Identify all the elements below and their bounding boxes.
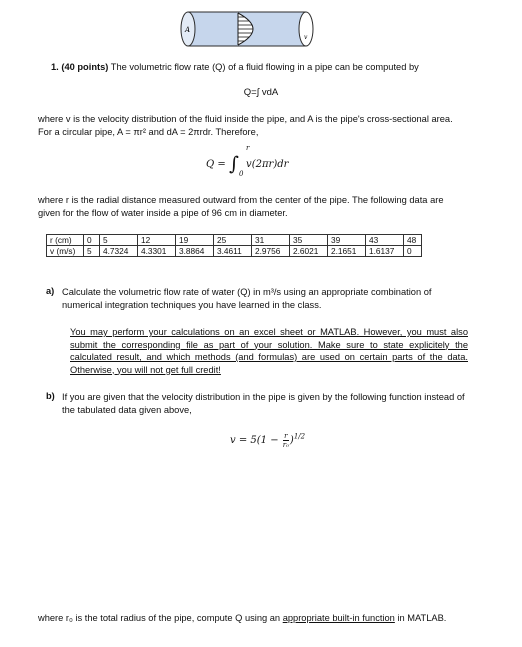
problem-intro: The volumetric flow rate (Q) of a fluid flowing in a pipe can be computed by xyxy=(110,62,419,72)
velocity-definition-paragraph: where v is the velocity distribution of the fluid inside the pipe, and A is the pipe's cross-sectional area. For a circular pipe, A = πr² and dA = 2πrdr. Therefore, xyxy=(38,114,453,137)
problem-number: 1. xyxy=(51,62,59,72)
integral-formula: Q = ∫ r 0 v(2πr)dr xyxy=(206,144,289,178)
built-in-function-phrase: appropriate built-in function xyxy=(282,613,395,623)
fraction-numerator: r xyxy=(284,432,288,440)
part-b-instruction: where r₀ is the total radius of the pipe, compute Q using an appropriate built-in function in MATLAB. xyxy=(38,613,447,623)
velocity-data-table xyxy=(46,234,422,257)
pipe-velocity-figure xyxy=(180,8,320,50)
problem-header xyxy=(51,61,471,74)
part-a-submission-note: You may perform your calculations on an excel sheet or MATLAB. However, you must also submit the corresponding file as part of your solution. Make sure to state explicitely the calculated result, and which methods (and formulas) are used on certain parts of the data. Otherwise, you will not get full credit! xyxy=(70,327,468,375)
fraction-denominator: r₀ xyxy=(282,441,289,449)
part-a-label: a) xyxy=(46,286,55,296)
radial-distance-paragraph: where r is the radial distance measured outward from the center of the pipe. The following data are given for the flow of water inside a pipe of 96 cm in diameter. xyxy=(38,195,444,218)
velocity-function-formula: v = 5(1 − $\frac{r}{\text{r₀}}$ )$^{1/2}$ xyxy=(230,432,306,449)
part-b-label: b) xyxy=(46,391,55,401)
integral-upper-limit: r xyxy=(246,144,250,152)
flow-rate-formula: Q=∫ vdA xyxy=(243,87,279,98)
velocity-label: v xyxy=(304,34,308,41)
table-row-v: v (m/s) 5 4.7324 4.3301 3.8864 3.4611 2.9756 2.6021 2.1651 1.6137 0 xyxy=(47,246,422,257)
table-row-r: r (cm) 0 5 12 19 25 31 35 39 43 48 xyxy=(47,235,422,246)
part-a-text: Calculate the volumetric flow rate of water (Q) in m³/s using an appropriate combination of numerical integration techniques you have learned in the class. xyxy=(62,287,432,310)
part-b-text: If you are given that the velocity distribution in the pipe is given by the following function instead of the tabulated data given above, xyxy=(62,392,465,415)
problem-points: (40 points) xyxy=(61,62,109,72)
formula-exponent: 1/2 xyxy=(293,432,306,441)
area-label: A xyxy=(185,26,191,34)
integral-lower-limit: 0 xyxy=(239,170,244,178)
